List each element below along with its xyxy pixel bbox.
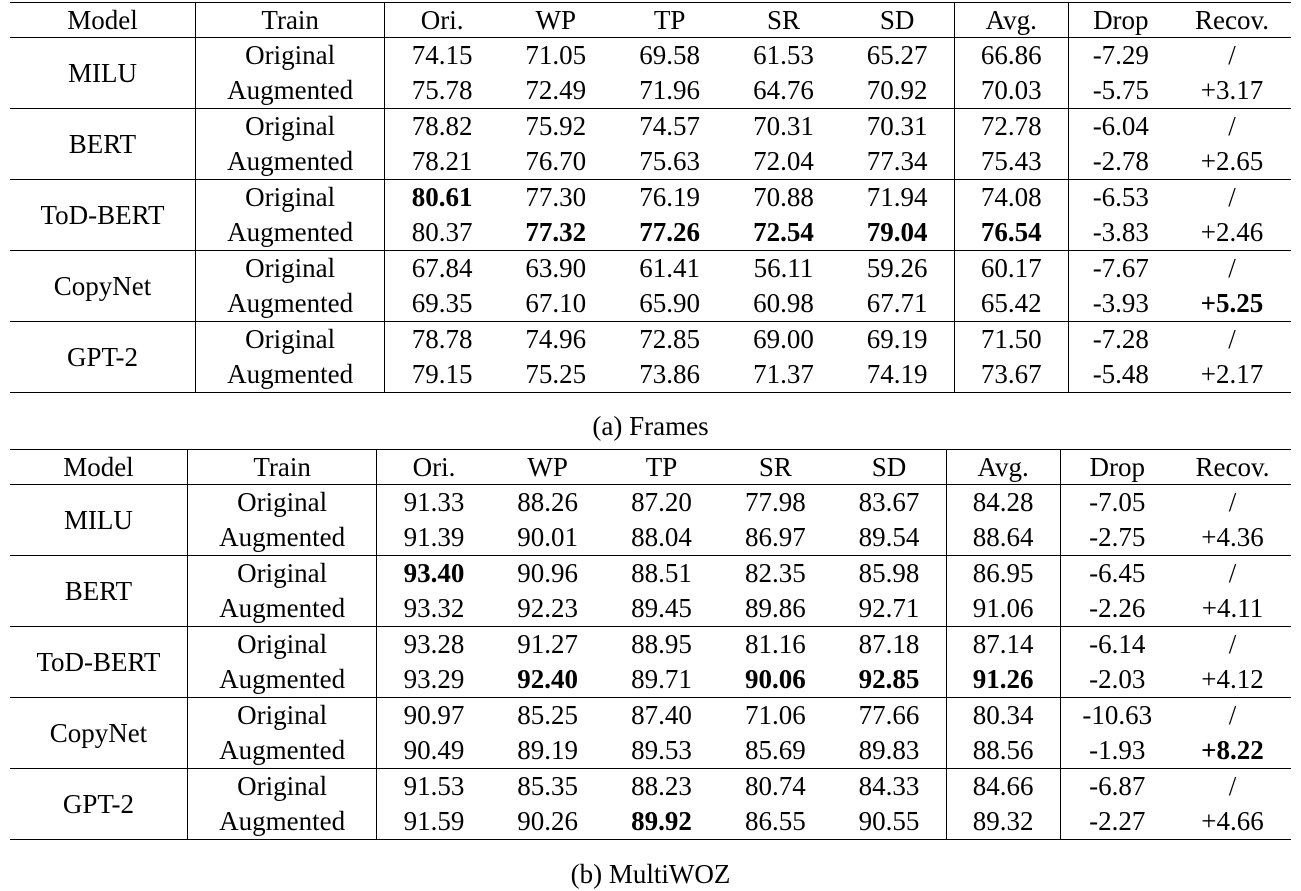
value-cell: 75.78 — [385, 73, 499, 109]
value-cell — [1174, 733, 1291, 769]
model-name-cell: CopyNet — [49, 718, 148, 748]
column-header: Avg. — [946, 450, 1060, 485]
value-cell: 61.53 — [753, 40, 814, 70]
table-row — [10, 769, 1291, 805]
column-header: WP — [527, 451, 568, 482]
value-cell: 70.88 — [753, 182, 814, 212]
value-cell: -6.45 — [1060, 556, 1174, 592]
value-cell: 92.23 — [517, 593, 579, 623]
value-cell: 65.90 — [639, 288, 700, 318]
value-cell: 84.28 — [946, 485, 1060, 521]
column-header: Ori. — [377, 450, 491, 485]
value-cell: 69.58 — [639, 40, 700, 70]
value-cell: 67.71 — [866, 288, 928, 318]
column-header: Ori. — [385, 3, 499, 38]
value-cell: 88.64 — [946, 520, 1060, 556]
value-cell: 89.71 — [631, 664, 692, 694]
train-setting-cell: Original — [187, 485, 376, 521]
value-cell — [491, 662, 605, 698]
value-cell: 72.49 — [525, 75, 587, 105]
train-setting-cell: Augmented — [187, 591, 376, 627]
table-row — [10, 591, 1291, 627]
frames-results-table — [10, 2, 1291, 393]
value-cell: -2.78 — [1068, 144, 1173, 180]
column-header: TP — [645, 451, 678, 482]
value-cell: -7.05 — [1060, 485, 1174, 521]
value-cell: 72.78 — [954, 109, 1068, 145]
value-cell — [385, 180, 499, 216]
value-cell: 85.98 — [858, 558, 920, 588]
train-setting-cell: Augmented — [195, 215, 384, 251]
value-cell: 88.26 — [517, 487, 579, 517]
model-name-cell: BERT — [64, 576, 133, 606]
value-cell: 90.97 — [377, 698, 491, 734]
value-cell: -6.14 — [1060, 627, 1174, 663]
value-cell: 89.19 — [517, 735, 579, 765]
value-cell: 80.37 — [385, 215, 499, 251]
value-cell: / — [1228, 182, 1236, 212]
column-header: TP — [653, 4, 686, 35]
value-cell: -2.75 — [1060, 520, 1174, 556]
table-row — [10, 485, 1291, 521]
value-cell: -7.67 — [1068, 251, 1173, 287]
value-cell: 61.41 — [639, 253, 700, 283]
table-row — [10, 627, 1291, 663]
value-cell: +4.12 — [1201, 664, 1264, 694]
train-setting-cell: Augmented — [187, 662, 376, 698]
table-row — [10, 733, 1291, 769]
value-cell: 93.32 — [377, 591, 491, 627]
value-cell: 65.27 — [866, 40, 928, 70]
best-value: 93.40 — [403, 558, 465, 588]
best-value: +8.22 — [1201, 735, 1264, 765]
best-value: 90.06 — [745, 664, 806, 694]
table-row — [10, 322, 1291, 358]
table-row — [10, 109, 1291, 145]
value-cell: -6.04 — [1068, 109, 1173, 145]
value-cell: 80.74 — [745, 771, 806, 801]
value-cell: 78.21 — [385, 144, 499, 180]
value-cell: 77.34 — [866, 146, 928, 176]
train-setting-cell: Augmented — [195, 357, 384, 393]
value-cell: +4.36 — [1201, 522, 1264, 552]
column-header: SR — [758, 451, 792, 482]
value-cell: 64.76 — [753, 75, 814, 105]
value-cell: 90.96 — [517, 558, 579, 588]
value-cell: 71.50 — [954, 322, 1068, 358]
value-cell: / — [1228, 111, 1236, 141]
train-setting-cell: Original — [195, 180, 384, 216]
value-cell: 81.16 — [745, 629, 806, 659]
column-header: SD — [879, 4, 915, 35]
best-value: 92.40 — [517, 664, 579, 694]
value-cell: 83.67 — [858, 487, 920, 517]
value-cell: 79.15 — [385, 357, 499, 393]
value-cell: 76.70 — [525, 146, 587, 176]
value-cell — [613, 215, 727, 251]
value-cell: 77.30 — [525, 182, 587, 212]
value-cell: 89.83 — [858, 735, 920, 765]
value-cell: +4.11 — [1201, 593, 1264, 623]
value-cell — [718, 662, 832, 698]
value-cell: 60.17 — [954, 251, 1068, 287]
value-cell: 65.42 — [954, 286, 1068, 322]
model-group — [10, 109, 1291, 180]
value-cell: 93.28 — [377, 627, 491, 663]
value-cell: 78.78 — [385, 322, 499, 358]
value-cell: 89.45 — [631, 593, 692, 623]
table-row — [10, 215, 1291, 251]
best-value: 77.32 — [525, 217, 587, 247]
value-cell: / — [1228, 629, 1237, 659]
column-header: Avg. — [954, 3, 1068, 38]
best-value: 77.26 — [639, 217, 700, 247]
model-name-cell: ToD-BERT — [40, 200, 165, 230]
value-cell: 87.40 — [631, 700, 692, 730]
model-group — [10, 556, 1291, 627]
value-cell: 56.11 — [753, 253, 814, 283]
column-header: Recov. — [1195, 451, 1270, 482]
value-cell: -2.26 — [1060, 591, 1174, 627]
column-header: Model — [63, 451, 134, 482]
table-row — [10, 251, 1291, 287]
value-cell: 86.55 — [745, 806, 806, 836]
value-cell: 75.92 — [525, 111, 587, 141]
train-setting-cell: Original — [187, 769, 376, 805]
value-cell: / — [1228, 253, 1236, 283]
frames-table-container — [10, 2, 1291, 393]
value-cell: 85.25 — [517, 700, 579, 730]
value-cell: 89.54 — [858, 522, 920, 552]
column-header: Drop — [1060, 450, 1174, 485]
value-cell: 89.53 — [631, 735, 692, 765]
value-cell: 70.03 — [954, 73, 1068, 109]
value-cell: -2.03 — [1060, 662, 1174, 698]
value-cell: 86.97 — [745, 522, 806, 552]
column-header: Model — [67, 4, 138, 35]
value-cell: 89.32 — [946, 804, 1060, 840]
value-cell: 71.05 — [525, 40, 587, 70]
value-cell: / — [1228, 40, 1236, 70]
column-header: Train — [195, 3, 384, 38]
value-cell: 91.59 — [377, 804, 491, 840]
value-cell: 91.33 — [377, 485, 491, 521]
value-cell: -2.27 — [1060, 804, 1174, 840]
train-setting-cell: Augmented — [187, 520, 376, 556]
value-cell: +2.46 — [1200, 217, 1264, 247]
table-row — [10, 38, 1291, 74]
value-cell: 91.06 — [946, 591, 1060, 627]
column-header: SD — [871, 451, 907, 482]
best-value: 80.61 — [411, 182, 473, 212]
value-cell: 78.82 — [385, 109, 499, 145]
value-cell: 75.63 — [639, 146, 700, 176]
value-cell: 71.37 — [753, 359, 814, 389]
model-name-cell: MILU — [63, 505, 133, 535]
value-cell: 93.29 — [377, 662, 491, 698]
value-cell: 90.55 — [858, 806, 920, 836]
table-row — [10, 698, 1291, 734]
value-cell: 74.96 — [525, 324, 587, 354]
train-setting-cell: Original — [195, 322, 384, 358]
value-cell: 70.92 — [866, 75, 928, 105]
train-setting-cell: Original — [187, 556, 376, 592]
column-header: Train — [187, 450, 376, 485]
table-row — [10, 180, 1291, 216]
model-group — [10, 627, 1291, 698]
value-cell: / — [1228, 700, 1237, 730]
value-cell — [605, 804, 719, 840]
train-setting-cell: Augmented — [195, 144, 384, 180]
value-cell: +2.65 — [1200, 146, 1264, 176]
model-group — [10, 180, 1291, 251]
train-setting-cell: Original — [195, 109, 384, 145]
value-cell: / — [1228, 487, 1237, 517]
model-group — [10, 251, 1291, 322]
value-cell: 89.86 — [745, 593, 806, 623]
value-cell: -3.93 — [1068, 286, 1173, 322]
value-cell: 74.19 — [866, 359, 928, 389]
value-cell — [377, 556, 491, 592]
train-setting-cell: Augmented — [195, 73, 384, 109]
column-header: Drop — [1068, 3, 1173, 38]
column-header: Recov. — [1194, 4, 1269, 35]
value-cell: -7.29 — [1068, 38, 1173, 74]
value-cell: 84.33 — [858, 771, 920, 801]
value-cell: 75.43 — [954, 144, 1068, 180]
value-cell: 88.04 — [631, 522, 692, 552]
train-setting-cell: Augmented — [187, 733, 376, 769]
value-cell: 71.94 — [866, 182, 928, 212]
model-name-cell: GPT-2 — [66, 342, 138, 372]
value-cell — [946, 662, 1060, 698]
value-cell — [832, 662, 946, 698]
value-cell: / — [1228, 558, 1237, 588]
train-setting-cell: Original — [187, 698, 376, 734]
best-value: +5.25 — [1200, 288, 1264, 318]
model-name-cell: GPT-2 — [62, 789, 134, 819]
value-cell: 84.66 — [946, 769, 1060, 805]
model-group — [10, 485, 1291, 556]
value-cell: 71.96 — [639, 75, 700, 105]
table-row — [10, 662, 1291, 698]
value-cell: 74.08 — [954, 180, 1068, 216]
table-row — [10, 357, 1291, 393]
value-cell: 74.57 — [639, 111, 700, 141]
value-cell: 73.67 — [954, 357, 1068, 393]
value-cell: -5.75 — [1068, 73, 1173, 109]
value-cell: 69.00 — [753, 324, 814, 354]
value-cell: 74.15 — [385, 38, 499, 74]
table-row — [10, 286, 1291, 322]
model-name-cell: ToD-BERT — [36, 647, 161, 677]
value-cell: 86.95 — [946, 556, 1060, 592]
value-cell: 91.53 — [377, 769, 491, 805]
value-cell: 82.35 — [745, 558, 806, 588]
value-cell: -3.83 — [1068, 215, 1173, 251]
table-row — [10, 73, 1291, 109]
model-group — [10, 322, 1291, 393]
value-cell: -5.48 — [1068, 357, 1173, 393]
value-cell: +4.66 — [1201, 806, 1264, 836]
value-cell: 90.26 — [517, 806, 579, 836]
column-header: WP — [535, 4, 576, 35]
best-value: 89.92 — [631, 806, 692, 836]
value-cell: 91.27 — [517, 629, 579, 659]
value-cell: 60.98 — [753, 288, 814, 318]
table-row — [10, 144, 1291, 180]
value-cell: 72.04 — [753, 146, 814, 176]
model-name-cell: MILU — [67, 58, 137, 88]
value-cell: -6.87 — [1060, 769, 1174, 805]
multiwoz-table-container — [10, 449, 1291, 840]
value-cell: +2.17 — [1200, 359, 1264, 389]
value-cell: 90.49 — [377, 733, 491, 769]
value-cell — [727, 215, 841, 251]
value-cell: 76.19 — [639, 182, 700, 212]
value-cell: 66.86 — [954, 38, 1068, 74]
value-cell: 67.10 — [525, 288, 587, 318]
best-value: 92.85 — [858, 664, 920, 694]
value-cell — [1173, 286, 1291, 322]
value-cell — [840, 215, 954, 251]
model-name-cell: BERT — [68, 129, 137, 159]
best-value: 79.04 — [866, 217, 928, 247]
value-cell: -6.53 — [1068, 180, 1173, 216]
value-cell: 88.95 — [631, 629, 692, 659]
value-cell: 63.90 — [525, 253, 587, 283]
value-cell: 59.26 — [866, 253, 928, 283]
train-setting-cell: Augmented — [195, 286, 384, 322]
value-cell: 91.39 — [377, 520, 491, 556]
best-value: 72.54 — [753, 217, 814, 247]
value-cell: +3.17 — [1200, 75, 1264, 105]
value-cell: 67.84 — [385, 251, 499, 287]
train-setting-cell: Augmented — [187, 804, 376, 840]
table-caption-multiwoz: (b) MultiWOZ — [570, 859, 731, 889]
value-cell: / — [1228, 771, 1237, 801]
value-cell: 71.06 — [745, 700, 806, 730]
table-caption-frames: (a) Frames — [592, 411, 709, 441]
value-cell: 88.56 — [946, 733, 1060, 769]
value-cell — [499, 215, 613, 251]
model-group — [10, 698, 1291, 769]
best-value: 76.54 — [980, 217, 1042, 247]
table-row — [10, 556, 1291, 592]
value-cell: -7.28 — [1068, 322, 1173, 358]
value-cell: 90.01 — [517, 522, 579, 552]
value-cell: -10.63 — [1060, 698, 1174, 734]
column-header: SR — [766, 4, 800, 35]
header-row — [10, 450, 1291, 485]
value-cell: 92.71 — [858, 593, 920, 623]
value-cell: / — [1228, 324, 1236, 354]
value-cell: 80.34 — [946, 698, 1060, 734]
value-cell: 85.35 — [517, 771, 579, 801]
model-group — [10, 38, 1291, 109]
value-cell: 75.25 — [525, 359, 587, 389]
value-cell: 88.51 — [631, 558, 692, 588]
model-group — [10, 769, 1291, 840]
value-cell: 87.20 — [631, 487, 692, 517]
table-row — [10, 520, 1291, 556]
value-cell: 85.69 — [745, 735, 806, 765]
train-setting-cell: Original — [187, 627, 376, 663]
value-cell: 77.98 — [745, 487, 806, 517]
best-value: 91.26 — [972, 664, 1034, 694]
value-cell: 70.31 — [753, 111, 814, 141]
value-cell: 87.18 — [858, 629, 920, 659]
model-name-cell: CopyNet — [53, 271, 152, 301]
header-row — [10, 3, 1291, 38]
value-cell: -1.93 — [1060, 733, 1174, 769]
train-setting-cell: Original — [195, 251, 384, 287]
multiwoz-results-table — [10, 449, 1291, 840]
value-cell: 70.31 — [866, 111, 928, 141]
value-cell: 69.19 — [866, 324, 928, 354]
train-setting-cell: Original — [195, 38, 384, 74]
value-cell: 72.85 — [639, 324, 700, 354]
table-row — [10, 804, 1291, 840]
value-cell: 88.23 — [631, 771, 692, 801]
value-cell: 69.35 — [385, 286, 499, 322]
value-cell: 73.86 — [639, 359, 700, 389]
value-cell: 77.66 — [858, 700, 920, 730]
value-cell — [954, 215, 1068, 251]
value-cell: 87.14 — [946, 627, 1060, 663]
